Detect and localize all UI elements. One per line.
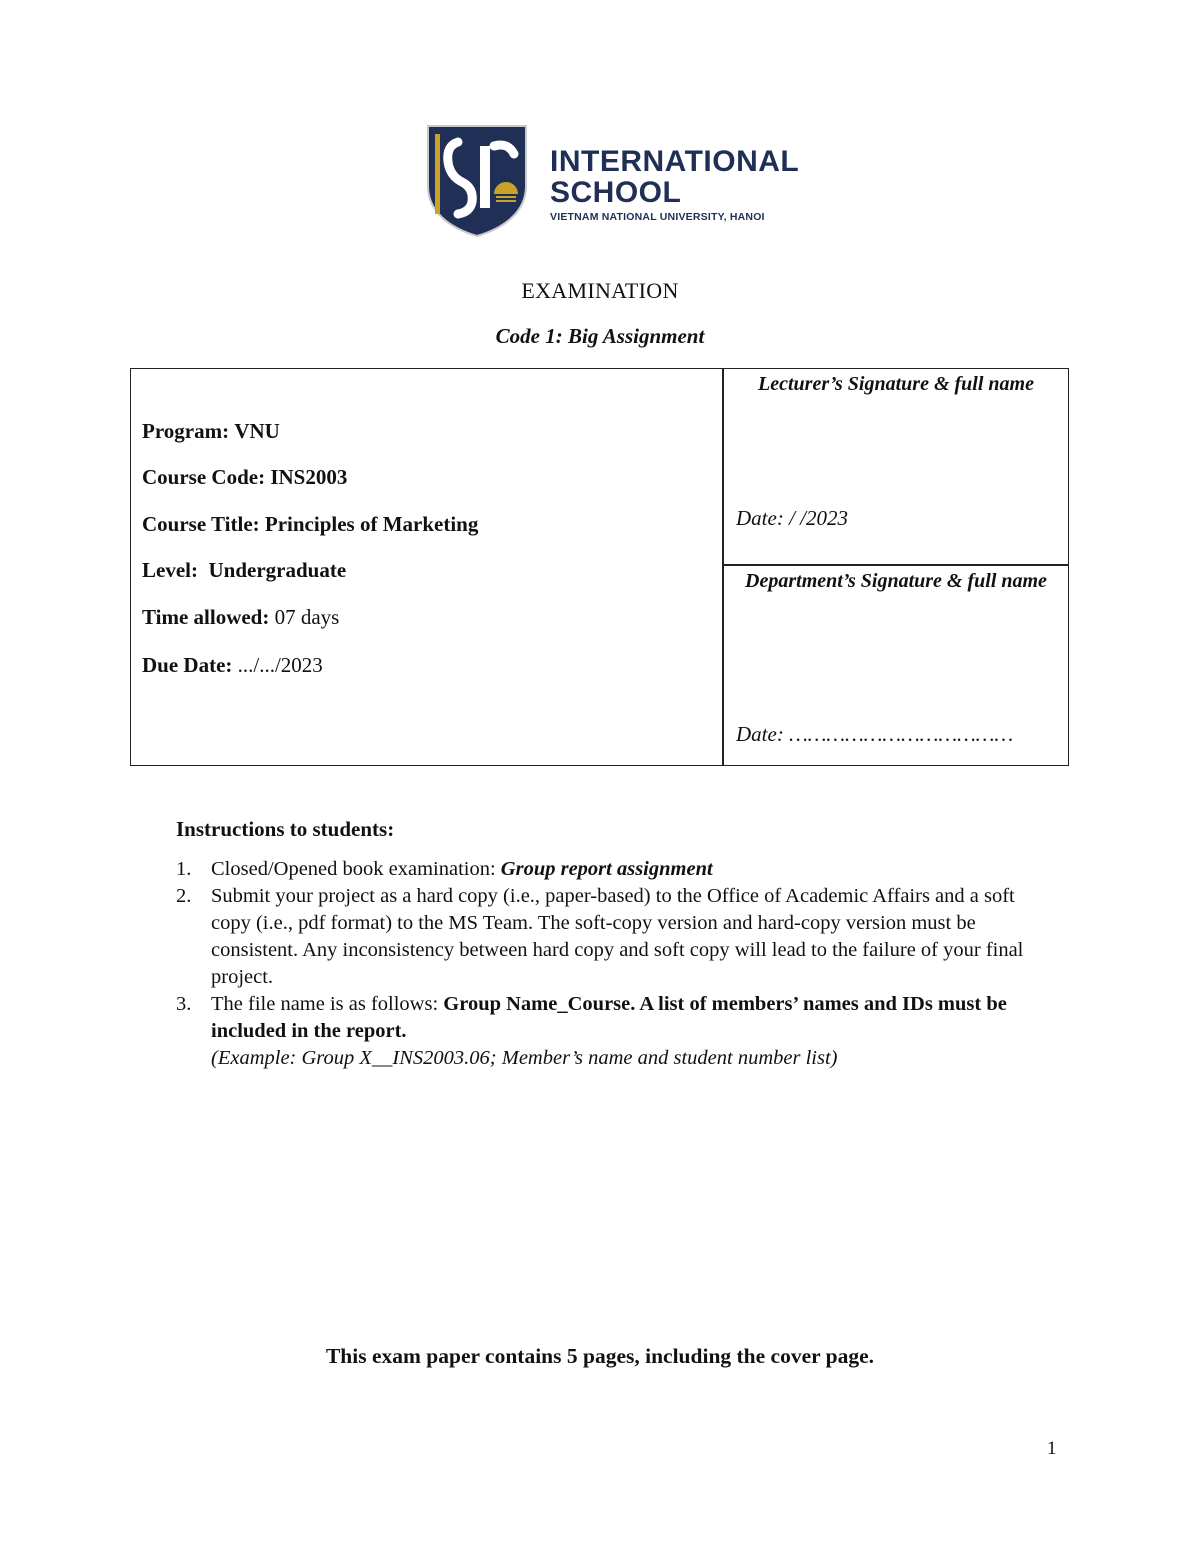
list-number: 2. [176, 885, 192, 907]
due-date-field [142, 653, 323, 678]
instruction-text: Closed/Opened book examination: [211, 858, 501, 880]
list-item [176, 856, 1056, 883]
time-allowed-label: Time allowed: [142, 605, 270, 629]
lecturer-signature-heading: Lecturer’s Signature & full name [758, 373, 1034, 395]
list-item [176, 883, 1056, 991]
level-field [142, 558, 346, 583]
course-code-value: INS2003 [270, 465, 348, 489]
list-item [176, 991, 1056, 1072]
logo-line-university: VIETNAM NATIONAL UNIVERSITY, HANOI [550, 211, 765, 223]
program-field [142, 419, 280, 444]
program-value: VNU [234, 419, 280, 443]
instructions-list [176, 856, 1056, 1072]
course-code-field [142, 465, 347, 490]
logo-line-school: SCHOOL [550, 176, 682, 209]
table-divider-vertical [722, 368, 724, 766]
school-crest-icon [426, 124, 536, 238]
instructions-heading: Instructions to students: [176, 817, 395, 841]
department-date: Date: ……………………………… [736, 722, 1014, 746]
logo-line-international: INTERNATIONAL [550, 145, 800, 178]
page-subtitle: Code 1: Big Assignment [495, 324, 705, 348]
list-number: 1. [176, 858, 192, 880]
lecturer-date: Date: / /2023 [736, 506, 848, 530]
course-title-value: Principles of Marketing [264, 512, 479, 536]
instruction-text: Submit your project as a hard copy (i.e., paper-based) to the Office of Academic Affairs and a soft copy (i.e., pdf format) to the MS Team. The soft-copy version and hard-copy version must be consistent. Any inconsistency between hard copy and soft copy will lead to the failure of your final project. [211, 885, 1024, 988]
instruction-bold: Group Name_Course. A list of members’ names and IDs must be included in the report. [211, 993, 1007, 1042]
page-title: EXAMINATION [521, 278, 679, 303]
list-number: 3. [176, 993, 192, 1015]
program-label: Program: [142, 419, 230, 443]
logo-wordmark [550, 146, 799, 223]
due-date-label: Due Date: [142, 653, 233, 677]
level-value: Undergraduate [208, 558, 347, 582]
time-allowed-field [142, 605, 339, 630]
due-date-value: .../.../2023 [237, 653, 323, 677]
level-label: Level: [142, 558, 198, 582]
instruction-emphasis: Group report assignment [500, 858, 713, 880]
table-divider-horizontal [722, 564, 1069, 566]
page-number: 1 [1047, 1438, 1057, 1459]
course-title-field [142, 512, 478, 537]
course-code-label: Course Code: [142, 465, 266, 489]
instruction-example: (Example: Group X__INS2003.06; Member’s name and student number list) [211, 1047, 838, 1069]
time-allowed-value: 07 days [274, 605, 340, 629]
department-signature-heading: Department’s Signature & full name [745, 570, 1047, 592]
course-title-label: Course Title: [142, 512, 260, 536]
page-count-note: This exam paper contains 5 pages, including the cover page. [325, 1344, 875, 1368]
instruction-text: The file name is as follows: [211, 993, 444, 1015]
